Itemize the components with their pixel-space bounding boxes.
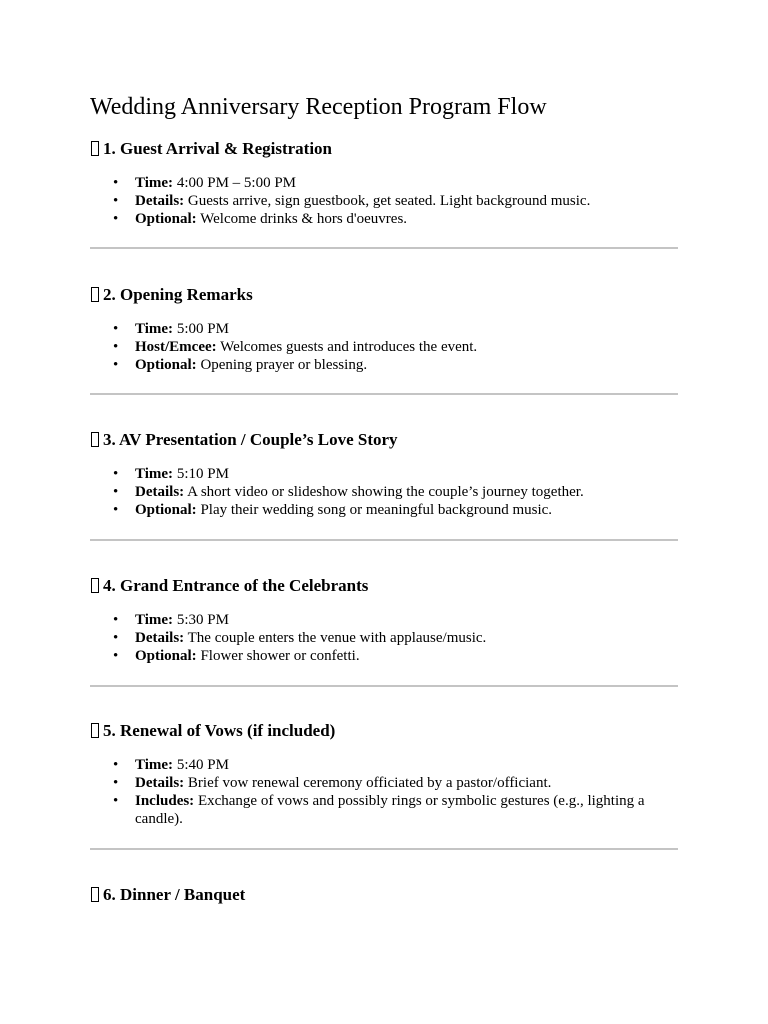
list-item [90, 611, 678, 629]
section-guest-arrival [90, 138, 678, 228]
list-item [90, 647, 678, 665]
bullet-list [90, 611, 678, 665]
section-heading [90, 284, 678, 306]
bullet-list [90, 174, 678, 228]
section-renewal-of-vows [90, 720, 678, 828]
item-key: Details: [135, 775, 185, 791]
section-grand-entrance [90, 575, 678, 665]
item-key: Time: [135, 757, 174, 773]
item-value: Play their wedding song or meaningful background music. [196, 502, 553, 518]
list-item [90, 792, 678, 828]
item-key: Optional: [135, 357, 197, 373]
item-value: 5:00 PM [173, 321, 229, 337]
list-item [90, 338, 678, 356]
list-item [90, 483, 678, 501]
section-divider [90, 685, 678, 687]
section-heading-text: 4. Grand Entrance of the Celebrants [103, 576, 369, 595]
list-item [90, 192, 678, 210]
section-heading-text: 2. Opening Remarks [103, 285, 253, 304]
section-heading [90, 429, 678, 451]
list-item [90, 320, 678, 338]
list-item [90, 174, 678, 192]
item-value: 5:10 PM [173, 466, 229, 482]
item-key: Optional: [135, 502, 197, 518]
missing-glyph-icon [91, 887, 99, 902]
missing-glyph-icon [91, 432, 99, 447]
section-heading [90, 720, 678, 742]
item-key: Details: [135, 484, 185, 500]
item-value: 5:40 PM [173, 757, 229, 773]
section-divider [90, 848, 678, 850]
missing-glyph-icon [91, 578, 99, 593]
item-key: Time: [135, 612, 174, 628]
section-opening-remarks [90, 284, 678, 374]
item-key: Optional: [135, 648, 197, 664]
item-value: The couple enters the venue with applause/music. [184, 630, 487, 646]
item-key: Time: [135, 175, 174, 191]
missing-glyph-icon [91, 723, 99, 738]
section-heading [90, 884, 678, 906]
section-heading-text: 6. Dinner / Banquet [103, 885, 246, 904]
list-item [90, 465, 678, 483]
document-title: Wedding Anniversary Reception Program Flow [90, 94, 547, 120]
item-value: Flower shower or confetti. [196, 648, 360, 664]
list-item [90, 210, 678, 228]
item-value: Opening prayer or blessing. [196, 357, 368, 373]
bullet-list [90, 465, 678, 519]
section-heading-text: 1. Guest Arrival & Registration [103, 139, 332, 158]
list-item [90, 356, 678, 374]
item-value: Exchange of vows and possibly rings or symbolic gestures (e.g., lighting a candle). [135, 793, 645, 827]
section-av-presentation [90, 429, 678, 519]
bullet-list [90, 756, 678, 828]
item-key: Details: [135, 193, 185, 209]
item-key: Optional: [135, 211, 197, 227]
list-item [90, 756, 678, 774]
list-item [90, 774, 678, 792]
missing-glyph-icon [91, 141, 99, 156]
item-key: Includes: [135, 793, 195, 809]
item-value: Welcome drinks & hors d'oeuvres. [196, 211, 408, 227]
item-value: 5:30 PM [173, 612, 229, 628]
item-key: Time: [135, 466, 174, 482]
section-divider [90, 539, 678, 541]
list-item [90, 501, 678, 519]
item-value: A short video or slideshow showing the couple’s journey together. [184, 484, 584, 500]
item-value: Brief vow renewal ceremony officiated by a pastor/officiant. [184, 775, 552, 791]
section-heading-text: 3. AV Presentation / Couple’s Love Story [103, 430, 398, 449]
bullet-list [90, 320, 678, 374]
section-dinner-banquet [90, 884, 678, 906]
missing-glyph-icon [91, 287, 99, 302]
item-value: Guests arrive, sign guestbook, get seated. Light background music. [184, 193, 591, 209]
section-heading-text: 5. Renewal of Vows (if included) [103, 721, 336, 740]
section-divider [90, 393, 678, 395]
item-key: Details: [135, 630, 185, 646]
list-item [90, 629, 678, 647]
section-heading [90, 138, 678, 160]
section-divider [90, 247, 678, 249]
section-heading [90, 575, 678, 597]
item-value: 4:00 PM – 5:00 PM [173, 175, 297, 191]
item-key: Host/Emcee: [135, 339, 217, 355]
item-value: Welcomes guests and introduces the event. [216, 339, 478, 355]
item-key: Time: [135, 321, 174, 337]
